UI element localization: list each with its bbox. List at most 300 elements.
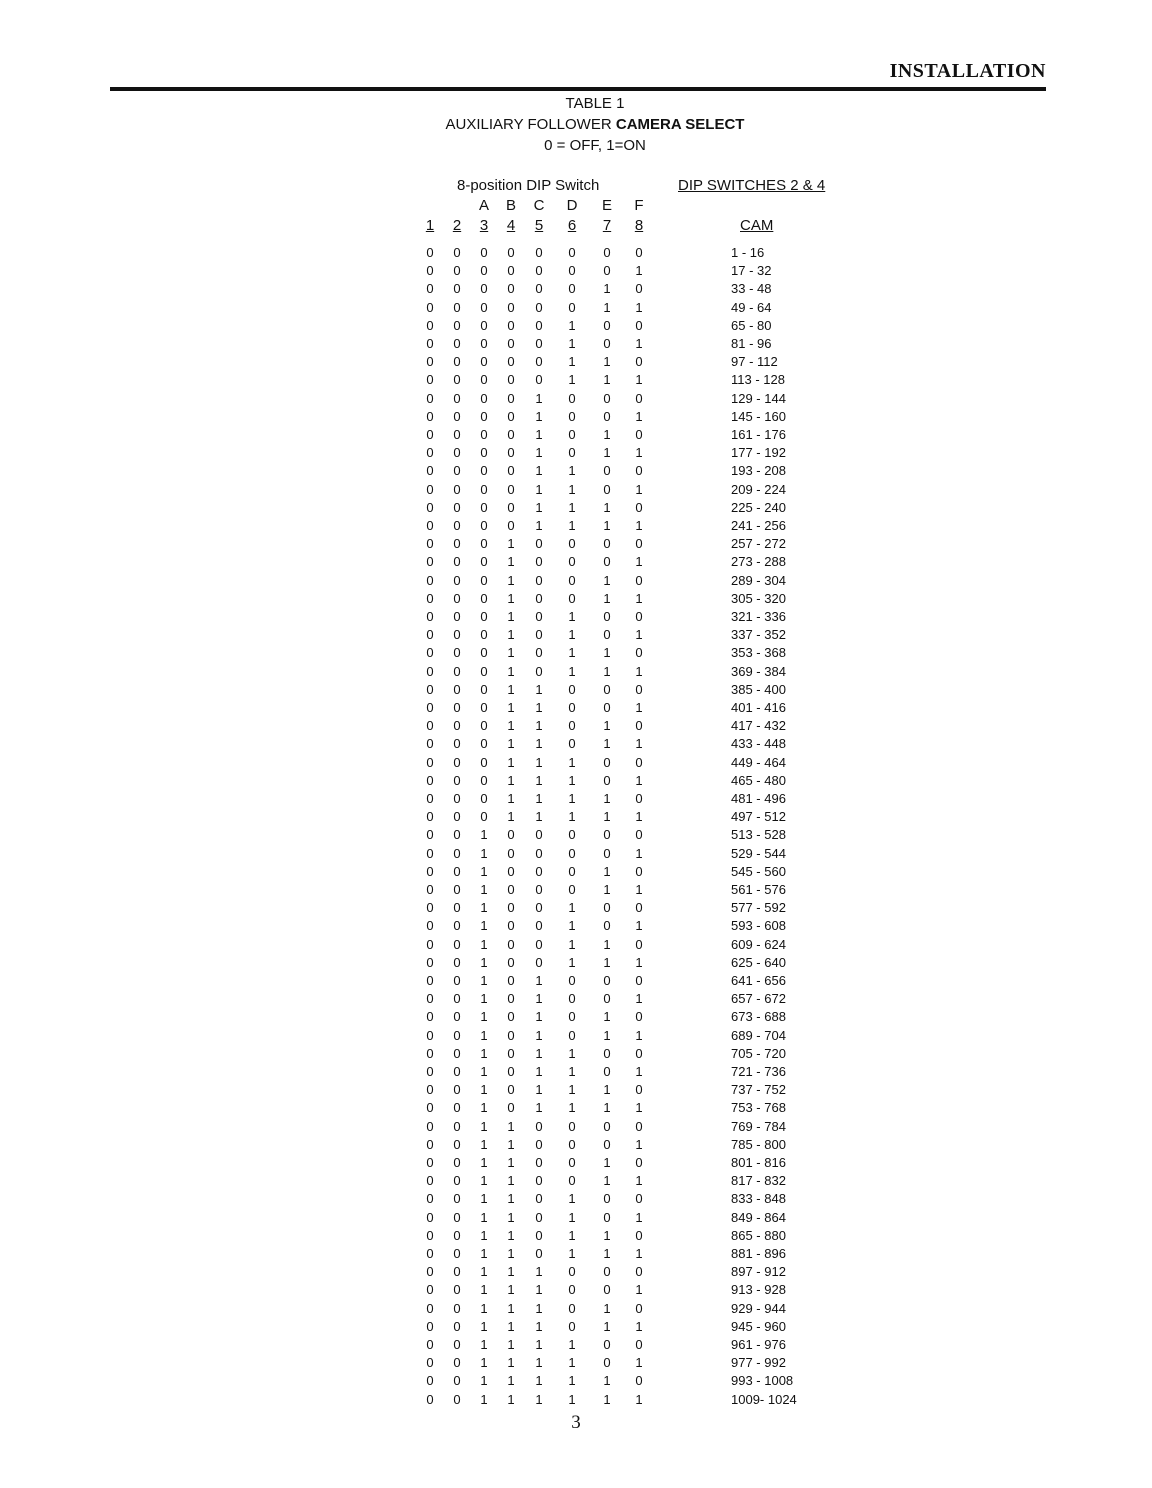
switch-value: 0: [426, 1373, 434, 1389]
switch-value: 0: [453, 991, 461, 1007]
switch-value: 1: [507, 1282, 515, 1298]
switch-value: 1: [535, 1045, 543, 1061]
switch-value: 0: [453, 609, 461, 624]
switch-value: 0: [568, 1118, 576, 1134]
switch-value: 1: [603, 1082, 611, 1098]
switch-value: 0: [426, 900, 434, 916]
switch-value: 1: [635, 918, 643, 934]
switch-value: 1: [535, 408, 543, 424]
switch-value: 1: [635, 590, 643, 606]
switch-value: 1: [535, 427, 543, 442]
switch-value: 1: [480, 882, 488, 897]
cam-label: CAM: [740, 217, 774, 234]
switch-value: 0: [453, 827, 461, 843]
switch-value: 0: [453, 1227, 461, 1243]
switch-value: 1: [635, 1246, 643, 1261]
switch-value: 0: [635, 754, 643, 770]
switch-value: 0: [453, 1064, 461, 1079]
switch-value: 0: [453, 882, 461, 897]
switch-value: 1: [635, 700, 643, 715]
switch-value: 0: [453, 427, 461, 442]
switch-value: 0: [535, 336, 543, 351]
switch-value: 1: [568, 317, 576, 333]
switch-value: 1: [603, 954, 611, 970]
cam-range: 353 - 368: [731, 645, 786, 661]
switch-value: 0: [453, 1191, 461, 1207]
switch-value: 0: [507, 408, 515, 424]
cam-heading: DIP SWITCHES 2 & 4: [678, 177, 826, 194]
column-position: 4: [506, 217, 516, 234]
switch-value: 1: [635, 1064, 643, 1079]
switch-value: 1: [507, 1264, 515, 1280]
switch-value: 1: [507, 1191, 515, 1207]
switch-value: 1: [507, 627, 515, 643]
switch-value: 0: [635, 1300, 643, 1316]
switch-value: 1: [507, 1373, 515, 1389]
switch-value: 1: [480, 1155, 488, 1170]
column-position: 6: [567, 217, 577, 234]
switch-value: 0: [453, 718, 461, 734]
switch-value: 0: [480, 754, 488, 770]
switch-value: 0: [635, 1155, 643, 1170]
switch-value: 0: [480, 627, 488, 643]
column-position: 8: [634, 217, 644, 234]
switch-value: 0: [535, 627, 543, 643]
switch-value: 1: [480, 1173, 488, 1189]
switch-value: 0: [507, 1082, 515, 1098]
switch-value: 0: [453, 736, 461, 752]
switch-value: 1: [535, 1337, 543, 1352]
switch-value: 0: [453, 1391, 461, 1407]
switch-value: 0: [426, 499, 434, 515]
switch-value: 0: [426, 518, 434, 533]
switch-value: 1: [603, 499, 611, 515]
switch-value: 0: [480, 427, 488, 442]
switch-value: 0: [453, 1355, 461, 1371]
switch-value: 0: [535, 882, 543, 897]
switch-value: 1: [603, 1318, 611, 1334]
table-title-plain: AUXILIARY FOLLOWER: [445, 116, 616, 133]
switch-value: 1: [480, 1355, 488, 1371]
switch-value: 0: [603, 263, 611, 279]
switch-value: 1: [635, 481, 643, 497]
switch-value: 0: [426, 627, 434, 643]
cam-range: 641 - 656: [731, 973, 786, 988]
switch-value: 1: [507, 609, 515, 624]
switch-value: 0: [603, 827, 611, 843]
switch-value: 1: [480, 991, 488, 1007]
switch-value: 0: [603, 390, 611, 406]
switch-value: 0: [568, 445, 576, 461]
switch-value: 0: [603, 973, 611, 988]
switch-value: 0: [507, 427, 515, 442]
switch-value: 0: [603, 900, 611, 916]
switch-value: 0: [507, 882, 515, 897]
switch-value: 1: [535, 772, 543, 788]
switch-value: 1: [480, 1136, 488, 1152]
cam-range: 257 - 272: [731, 536, 786, 552]
switch-value: 0: [426, 1027, 434, 1043]
switch-value: 0: [535, 663, 543, 679]
switch-value: 0: [507, 973, 515, 988]
switch-value: 0: [426, 809, 434, 825]
switch-value: 0: [453, 445, 461, 461]
switch-value: 1: [535, 718, 543, 734]
switch-value: 1: [507, 754, 515, 770]
switch-value: 0: [568, 973, 576, 988]
switch-value: 1: [603, 572, 611, 588]
switch-value: 1: [635, 1282, 643, 1298]
switch-value: 0: [426, 372, 434, 388]
switch-value: 0: [507, 354, 515, 370]
switch-value: 1: [603, 1373, 611, 1389]
switch-value: 0: [480, 499, 488, 515]
switch-value: 1: [480, 936, 488, 952]
switch-value: 1: [535, 1300, 543, 1316]
switch-value: 0: [535, 1173, 543, 1189]
switch-value: 0: [535, 1136, 543, 1152]
switch-value: 0: [426, 408, 434, 424]
switch-value: 1: [568, 754, 576, 770]
switch-value: 1: [507, 1300, 515, 1316]
switch-value: 0: [453, 408, 461, 424]
dip-heading: 8-position DIP Switch: [457, 177, 600, 194]
switch-value: 1: [603, 863, 611, 879]
switch-value: 0: [507, 936, 515, 952]
switch-value: 0: [426, 1118, 434, 1134]
switch-value: 0: [426, 954, 434, 970]
cam-range: 865 - 880: [731, 1227, 786, 1243]
switch-value: 1: [568, 1082, 576, 1098]
table-legend: 0 = OFF, 1=ON: [544, 137, 646, 154]
page-number: 3: [571, 1412, 581, 1433]
switch-value: 0: [603, 772, 611, 788]
switch-value: 0: [426, 336, 434, 351]
switch-value: 0: [535, 1246, 543, 1261]
column-position: 7: [602, 217, 612, 234]
cam-range: 673 - 688: [731, 1009, 786, 1025]
switch-value: 0: [453, 372, 461, 388]
switch-value: 0: [535, 263, 543, 279]
switch-value: 0: [603, 1337, 611, 1352]
switch-value: 1: [603, 663, 611, 679]
switch-value: 0: [507, 317, 515, 333]
switch-value: 1: [535, 754, 543, 770]
switch-value: 1: [480, 1227, 488, 1243]
cam-range: 833 - 848: [731, 1191, 786, 1207]
switch-value: 1: [568, 354, 576, 370]
cam-range: 433 - 448: [731, 736, 786, 752]
switch-value: 1: [507, 1209, 515, 1225]
switch-value: 1: [603, 354, 611, 370]
switch-value: 0: [426, 736, 434, 752]
cam-range: 209 - 224: [731, 481, 786, 497]
switch-value: 1: [535, 1100, 543, 1116]
switch-value: 1: [507, 1118, 515, 1134]
switch-value: 0: [453, 245, 461, 260]
switch-value: 1: [480, 1246, 488, 1261]
switch-value: 0: [453, 627, 461, 643]
column-position: 3: [479, 217, 489, 234]
switch-value: 1: [635, 263, 643, 279]
switch-value: 0: [535, 572, 543, 588]
switch-value: 1: [535, 481, 543, 497]
cam-range: 657 - 672: [731, 991, 786, 1007]
switch-value: 0: [603, 1136, 611, 1152]
switch-value: 1: [635, 736, 643, 752]
switch-value: 0: [603, 1064, 611, 1079]
table-number: TABLE 1: [565, 95, 625, 112]
switch-value: 0: [568, 863, 576, 879]
switch-value: 0: [635, 427, 643, 442]
switch-value: 0: [568, 572, 576, 588]
switch-value: 0: [507, 845, 515, 861]
switch-value: 1: [507, 1173, 515, 1189]
switch-value: 1: [603, 445, 611, 461]
cam-range: 769 - 784: [731, 1118, 786, 1134]
switch-value: 0: [603, 554, 611, 570]
switch-value: 0: [426, 791, 434, 806]
switch-value: 0: [453, 863, 461, 879]
switch-value: 0: [535, 1209, 543, 1225]
switch-value: 1: [568, 518, 576, 533]
switch-value: 0: [635, 1373, 643, 1389]
cam-range: 721 - 736: [731, 1064, 786, 1079]
cam-range: 65 - 80: [731, 317, 772, 333]
switch-value: 0: [480, 354, 488, 370]
switch-value: 0: [535, 281, 543, 297]
switch-value: 1: [603, 1009, 611, 1025]
switch-value: 1: [507, 700, 515, 715]
switch-value: 0: [426, 281, 434, 297]
switch-value: 0: [426, 1100, 434, 1116]
switch-value: 0: [635, 645, 643, 661]
switch-value: 0: [453, 518, 461, 533]
switch-value: 0: [426, 1009, 434, 1025]
column-letter: C: [533, 197, 545, 214]
switch-value: 1: [480, 1337, 488, 1352]
switch-value: 0: [507, 245, 515, 260]
switch-value: 1: [507, 791, 515, 806]
switch-value: 1: [568, 1045, 576, 1061]
switch-value: 0: [507, 281, 515, 297]
cam-range: 945 - 960: [731, 1318, 786, 1334]
switch-value: 1: [535, 463, 543, 479]
switch-value: 0: [603, 1282, 611, 1298]
switch-value: 0: [426, 663, 434, 679]
switch-value: 0: [453, 572, 461, 588]
switch-value: 0: [635, 1118, 643, 1134]
switch-value: 1: [535, 791, 543, 806]
switch-value: 0: [603, 245, 611, 260]
switch-value: 0: [568, 299, 576, 315]
switch-value: 1: [507, 536, 515, 552]
cam-range: 961 - 976: [731, 1337, 786, 1352]
switch-value: 0: [453, 900, 461, 916]
switch-value: 0: [603, 700, 611, 715]
cam-range: 737 - 752: [731, 1082, 786, 1098]
switch-value: 0: [453, 918, 461, 934]
switch-value: 0: [535, 299, 543, 315]
column-position: 2: [452, 217, 462, 234]
switch-value: 0: [480, 554, 488, 570]
switch-value: 0: [426, 299, 434, 315]
cam-range: 177 - 192: [731, 445, 786, 461]
switch-value: 0: [426, 445, 434, 461]
switch-value: 1: [507, 1227, 515, 1243]
cam-range: 161 - 176: [731, 427, 786, 442]
switch-value: 1: [603, 645, 611, 661]
switch-value: 1: [635, 554, 643, 570]
switch-value: 0: [426, 1300, 434, 1316]
switch-value: 1: [507, 590, 515, 606]
switch-value: 1: [603, 718, 611, 734]
switch-value: 0: [426, 390, 434, 406]
switch-value: 0: [453, 954, 461, 970]
cam-range: 273 - 288: [731, 554, 786, 570]
switch-value: 1: [635, 627, 643, 643]
switch-value: 0: [535, 827, 543, 843]
cam-range: 689 - 704: [731, 1027, 786, 1043]
cam-range: 577 - 592: [731, 900, 786, 916]
switch-value: 0: [426, 536, 434, 552]
cam-range: 417 - 432: [731, 718, 786, 734]
column-position: 5: [534, 217, 544, 234]
switch-value: 1: [635, 1318, 643, 1334]
switch-value: 0: [603, 481, 611, 497]
cam-range: 289 - 304: [731, 572, 786, 588]
switch-value: 0: [568, 590, 576, 606]
switch-value: 0: [480, 245, 488, 260]
switch-value: 0: [453, 1009, 461, 1025]
switch-value: 0: [453, 317, 461, 333]
switch-value: 0: [568, 281, 576, 297]
switch-value: 0: [635, 1082, 643, 1098]
switch-value: 0: [453, 1100, 461, 1116]
switch-value: 0: [426, 317, 434, 333]
switch-value: 0: [453, 1155, 461, 1170]
switch-value: 0: [453, 1118, 461, 1134]
switch-value: 1: [535, 809, 543, 825]
switch-value: 0: [480, 372, 488, 388]
switch-value: 0: [480, 390, 488, 406]
switch-value: 1: [507, 718, 515, 734]
switch-value: 0: [635, 827, 643, 843]
switch-value: 0: [426, 1227, 434, 1243]
switch-value: 0: [568, 1009, 576, 1025]
switch-value: 1: [480, 1373, 488, 1389]
switch-value: 1: [635, 336, 643, 351]
switch-value: 0: [568, 736, 576, 752]
switch-value: 1: [568, 1246, 576, 1261]
switch-value: 0: [453, 1318, 461, 1334]
switch-value: 0: [453, 1082, 461, 1098]
cam-range: 225 - 240: [731, 499, 786, 515]
switch-value: 1: [480, 973, 488, 988]
switch-value: 0: [568, 390, 576, 406]
switch-value: 0: [426, 718, 434, 734]
switch-value: 0: [426, 973, 434, 988]
switch-value: 0: [603, 317, 611, 333]
switch-value: 1: [603, 1100, 611, 1116]
switch-value: 0: [535, 936, 543, 952]
switch-value: 1: [507, 1318, 515, 1334]
switch-value: 0: [426, 263, 434, 279]
switch-value: 0: [453, 463, 461, 479]
switch-value: 0: [635, 499, 643, 515]
table-title-bold: CAMERA SELECT: [615, 116, 745, 133]
switch-value: 1: [507, 1155, 515, 1170]
column-letter: A: [478, 197, 489, 214]
switch-value: 0: [480, 336, 488, 351]
switch-value: 0: [507, 1009, 515, 1025]
switch-value: 1: [568, 772, 576, 788]
switch-value: 1: [568, 809, 576, 825]
cam-range: 129 - 144: [731, 390, 786, 406]
switch-value: 1: [603, 590, 611, 606]
switch-value: 0: [453, 554, 461, 570]
switch-value: 0: [426, 590, 434, 606]
switch-value: 0: [480, 590, 488, 606]
switch-value: 1: [568, 609, 576, 624]
switch-value: 0: [635, 390, 643, 406]
cam-range: 1 - 16: [731, 245, 765, 260]
switch-value: 0: [603, 1209, 611, 1225]
switch-value: 0: [603, 1355, 611, 1371]
cam-range: 449 - 464: [731, 754, 786, 770]
switch-value: 0: [568, 700, 576, 715]
switch-value: 0: [635, 936, 643, 952]
switch-value: 1: [535, 1355, 543, 1371]
switch-value: 0: [426, 1155, 434, 1170]
switch-value: 1: [635, 772, 643, 788]
switch-value: 0: [480, 481, 488, 497]
switch-value: 0: [507, 499, 515, 515]
switch-value: 1: [507, 1337, 515, 1352]
switch-value: 0: [507, 390, 515, 406]
switch-value: 0: [635, 536, 643, 552]
switch-value: 0: [507, 1064, 515, 1079]
switch-value: 0: [568, 718, 576, 734]
cam-range: 81 - 96: [731, 336, 772, 351]
switch-value: 0: [453, 1373, 461, 1389]
switch-value: 1: [535, 700, 543, 715]
switch-value: 0: [426, 1082, 434, 1098]
switch-value: 0: [426, 463, 434, 479]
switch-value: 1: [603, 1155, 611, 1170]
cam-range: 193 - 208: [731, 463, 786, 479]
switch-value: 1: [480, 1264, 488, 1280]
switch-value: 0: [453, 1136, 461, 1152]
cam-range: 625 - 640: [731, 954, 786, 970]
switch-value: 1: [568, 645, 576, 661]
switch-value: 0: [453, 1300, 461, 1316]
switch-value: 0: [426, 1264, 434, 1280]
switch-value: 0: [507, 372, 515, 388]
column-position: 1: [425, 217, 435, 234]
switch-value: 1: [635, 445, 643, 461]
switch-value: 1: [535, 1027, 543, 1043]
switch-value: 1: [568, 663, 576, 679]
switch-value: 0: [453, 1264, 461, 1280]
cam-range: 385 - 400: [731, 681, 786, 697]
switch-value: 1: [480, 1100, 488, 1116]
switch-value: 1: [480, 1318, 488, 1334]
switch-value: 1: [480, 1027, 488, 1043]
switch-value: 1: [507, 645, 515, 661]
switch-value: 0: [507, 299, 515, 315]
switch-value: 1: [535, 499, 543, 515]
